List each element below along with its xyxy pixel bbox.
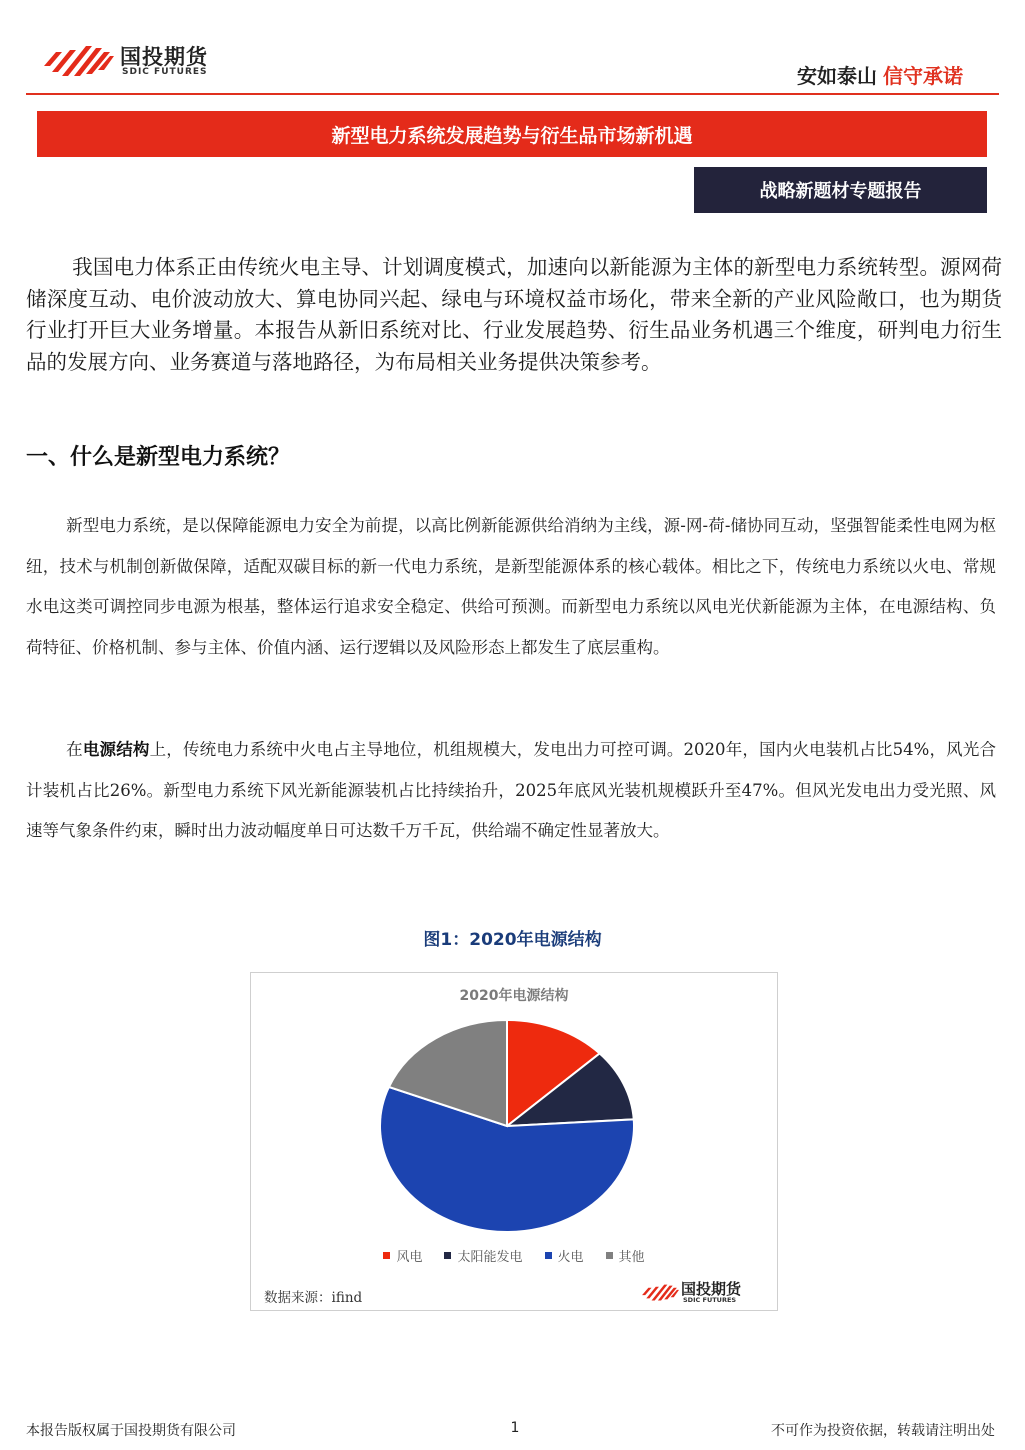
body-paragraph-2 [26,730,996,852]
report-title-banner [37,111,987,157]
report-type-label: 战略新题材专题报告 [759,181,922,202]
data-source: 数据来源：ifind [264,1290,363,1306]
legend-label-1: 太阳能发电 [457,1250,523,1265]
legend-item-2 [545,1246,584,1265]
paragraph-2-bold-term: 电源结构 [82,740,150,759]
legend-label-3: 其他 [618,1250,645,1265]
legend-swatch-0 [383,1252,390,1259]
logo-english-text: SDIC FUTURES [122,67,208,77]
figure-caption: 图1：2020年电源结构 [423,930,602,950]
sdic-logo-icon [641,1281,679,1303]
legend-swatch-3 [606,1252,613,1259]
sdic-logo-icon [42,42,114,78]
logo-chinese-text: 国投期货 [120,45,208,69]
report-type-banner [694,167,987,213]
report-title: 新型电力系统发展趋势与衍生品市场新机遇 [331,124,693,147]
section-heading: 一、什么是新型电力系统？ [26,445,291,470]
header-divider [26,93,999,95]
pie-chart [251,973,777,1243]
legend-item-1 [444,1246,522,1265]
chart-watermark-logo [641,1281,776,1309]
legend-label-2: 火电 [557,1250,584,1265]
legend-swatch-2 [545,1252,552,1259]
chart-title: 2020年电源结构 [459,988,569,1004]
abstract-paragraph [26,252,1002,378]
abstract-text: 我国电力体系正由传统火电主导、计划调度模式，加速向以新能源为主体的新型电力系统转型。源网荷储深度互动、电价波动放大、算电协同兴起、绿电与环境权益市场化，带来全新的产业风险敞口，也为期货行业打开巨大业务增量。本报告从新旧系统对比、行业发展趋势、衍生品业务机遇三个维度，研判电力衍生品的发展方向、业务赛道与落地路径，为布局相关业务提供决策参考。 [26,255,1002,374]
company-logo [42,40,242,80]
chart-logo-chinese: 国投期货 [681,1280,742,1298]
slogan [797,60,963,89]
footer-disclaimer: 不可作为投资依据，转载请注明出处 [771,1423,995,1439]
chart-legend [251,1246,777,1265]
page-number: 1 [510,1420,520,1436]
paragraph-2-text: 上，传统电力系统中火电占主导地位，机组规模大，发电出力可控可调。2020年，国内火电装机占比54%，风光合计装机占比26%。新型电力系统下风光新能源装机占比持续抬升，2025年底风光装机规模跃升至47%。但风光发电出力受光照、风速等气象条件约束，瞬时出力波动幅度单日可达数千万千瓦，供给端不确定性显著放大。 [26,740,997,840]
paragraph-1-text: 新型电力系统，是以保障能源电力安全为前提，以高比例新能源供给消纳为主线，源-网-荷-储协同互动，坚强智能柔性电网为枢纽，技术与机制创新做保障，适配双碳目标的新一代电力系统，是新型能源体系的核心载体。相比之下，传统电力系统以火电、常规水电这类可调控同步电源为根基，整体运行追求安全稳定、供给可预测。而新型电力系统以风电光伏新能源为主体，在电源结构、负荷特征、价格机制、参与主体、价值内涵、运行逻辑以及风险形态上都发生了底层重构。 [26,516,996,657]
paragraph-2-lead: 在 [66,740,83,759]
slogan-part1: 安如泰山 [797,64,877,88]
chart-logo-english: SDIC FUTURES [683,1296,737,1304]
pie-chart-frame [250,972,778,1311]
legend-label-0: 风电 [396,1250,423,1265]
slogan-part2: 信守承诺 [883,64,963,88]
legend-item-0 [383,1246,422,1265]
legend-swatch-1 [444,1252,451,1259]
footer-copyright: 本报告版权属于国投期货有限公司 [26,1423,236,1439]
body-paragraph-1 [26,506,996,668]
legend-item-3 [606,1246,645,1265]
